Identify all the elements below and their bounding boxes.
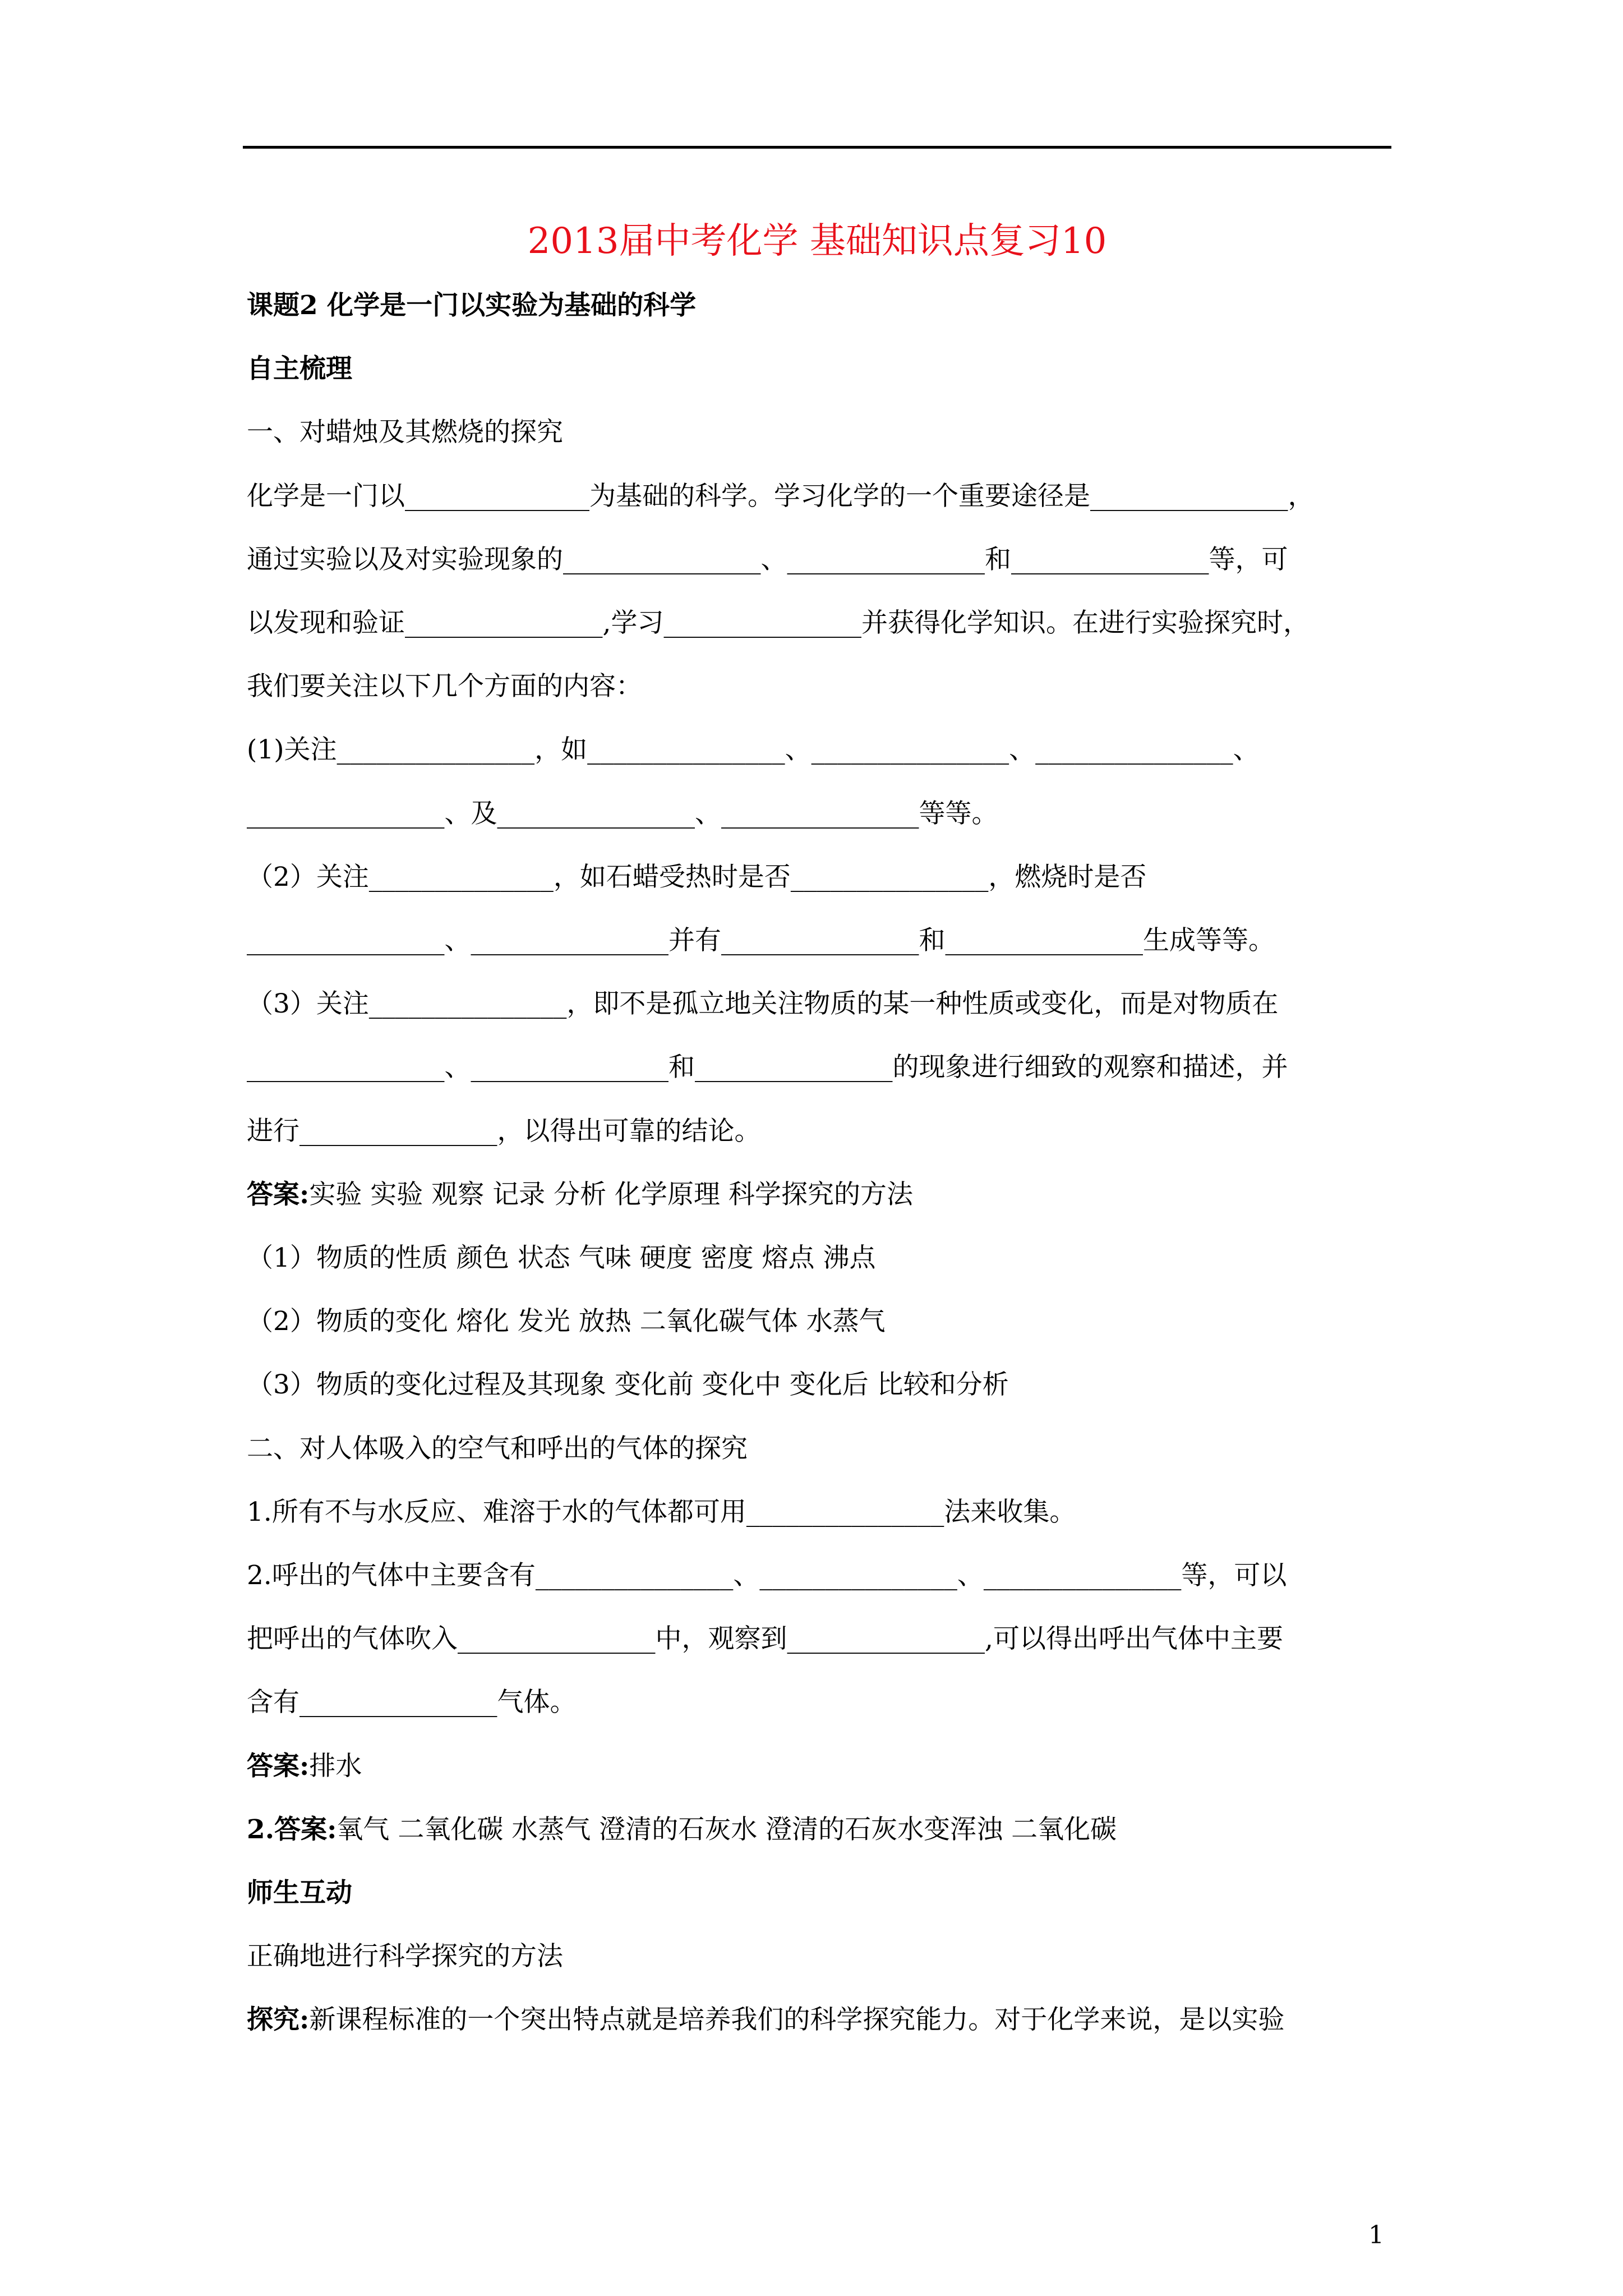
- line-text: 1.所有不与水反应、难溶于水的气体都可用_______________法来收集。: [247, 1496, 1076, 1527]
- text-line: [247, 1998, 1391, 2042]
- text-line: [247, 1617, 1391, 1662]
- header-rule: [243, 146, 1391, 149]
- line-text: 以发现和验证_______________,学习_______________并获得化学知识。在进行实验探究时，: [247, 608, 1310, 638]
- text-line: [247, 1045, 1391, 1090]
- line-text: 正确地进行科学探究的方法: [247, 1941, 563, 1972]
- line-lead-label: 答案:: [247, 1750, 310, 1782]
- line-text: 氧气 二氧化碳 水蒸气 澄清的石灰水 澄清的石灰水变浑浊 二氧化碳: [336, 1814, 1117, 1845]
- line-text: 一、对蜡烛及其燃烧的探究: [247, 417, 563, 448]
- line-text: 进行_______________，以得出可靠的结论。: [247, 1115, 761, 1147]
- text-line: [247, 537, 1391, 582]
- line-text: 自主梳理: [247, 353, 352, 385]
- line-text: 新课程标准的一个突出特点就是培养我们的科学探究能力。对于化学来说，是以实验: [309, 2004, 1285, 2036]
- text-line: [247, 855, 1391, 900]
- line-text: 二、对人体吸入的空气和呼出的气体的探究: [247, 1433, 748, 1464]
- text-line: [247, 601, 1391, 646]
- text-line: [247, 1807, 1391, 1852]
- text-line: [247, 1427, 1391, 1471]
- text-line: [247, 982, 1391, 1027]
- text-line: [247, 1236, 1391, 1281]
- line-text: _______________、_______________和_______________的现象进行细致的观察和描述，并: [247, 1052, 1288, 1083]
- text-line: [247, 1109, 1391, 1154]
- page-number: 1: [1368, 2221, 1384, 2249]
- text-line: [247, 1363, 1391, 1407]
- text-line: [247, 1744, 1391, 1789]
- text-line: [247, 474, 1391, 519]
- line-text: 课题2 化学是一门以实验为基础的科学: [247, 290, 697, 321]
- line-lead-label: 答案:: [247, 1179, 310, 1210]
- line-text: （2）物质的变化 熔化 发光 放热 二氧化碳气体 水蒸气: [247, 1306, 886, 1337]
- text-line: [247, 1680, 1391, 1725]
- line-text: 排水: [309, 1750, 362, 1782]
- line-text: 通过实验以及对实验现象的_______________、_______________和_______________等，可: [247, 544, 1288, 575]
- text-line: [247, 410, 1391, 455]
- line-text: （3）关注_______________，即不是孤立地关注物质的某一种性质或变化，而是对物质在: [247, 988, 1279, 1020]
- line-text: (1)关注_______________，如_______________、_______________、_______________、: [247, 734, 1260, 766]
- text-line: [247, 1553, 1391, 1598]
- line-text: 把呼出的气体吹入_______________中，观察到_______________,可以得出呼出气体中主要: [247, 1623, 1283, 1655]
- line-lead-label: 探究:: [247, 2004, 310, 2036]
- line-text: （3）物质的变化过程及其现象 变化前 变化中 变化后 比较和分析: [247, 1369, 1009, 1401]
- text-line: [247, 1934, 1391, 1979]
- line-text: 实验 实验 观察 记录 分析 化学原理 科学探究的方法: [309, 1179, 913, 1210]
- text-line: [247, 283, 1391, 328]
- line-text: 我们要关注以下几个方面的内容：: [247, 671, 642, 702]
- line-text: 化学是一门以______________为基础的科学。学习化学的一个重要途径是_______________，: [247, 480, 1315, 512]
- line-text: 2.呼出的气体中主要含有_______________、_______________、_______________等，可以: [247, 1560, 1287, 1591]
- text-line: [247, 728, 1391, 772]
- text-line: [247, 792, 1391, 836]
- line-lead-label: 2.答案:: [247, 1814, 337, 1845]
- text-line: [247, 1490, 1391, 1535]
- text-line: [247, 664, 1391, 709]
- line-text: 含有_______________气体。: [247, 1687, 577, 1718]
- line-text: _______________、_______________并有_______________和_______________生成等等。: [247, 925, 1275, 956]
- line-text: （2）关注______________，如石蜡受热时是否_______________，燃烧时是否: [247, 861, 1147, 892]
- line-text: （1）物质的性质 颜色 状态 气味 硬度 密度 熔点 沸点: [247, 1243, 876, 1273]
- line-text: 师生互动: [247, 1878, 352, 1908]
- text-line: [247, 347, 1391, 392]
- page-title: 2013届中考化学 基础知识点复习10: [527, 220, 1107, 262]
- text-line: [247, 1299, 1391, 1344]
- text-line: [247, 1871, 1391, 1916]
- text-line: [247, 918, 1391, 963]
- line-text: _______________、及_______________、_______________等等。: [247, 798, 998, 829]
- text-line: [247, 1172, 1391, 1217]
